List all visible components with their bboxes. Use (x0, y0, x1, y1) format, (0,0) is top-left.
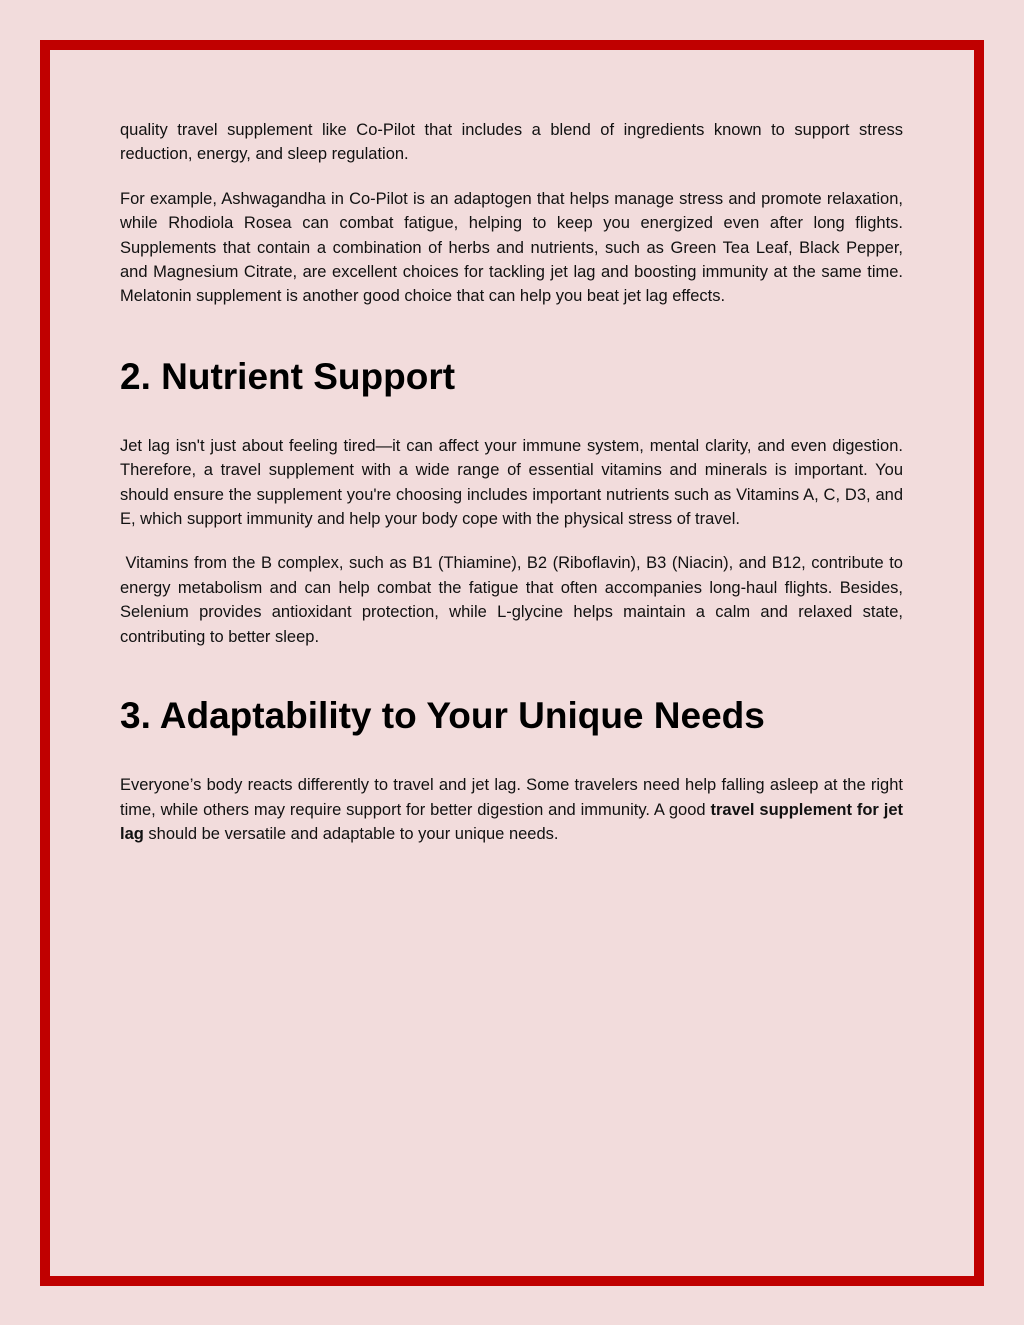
adaptability-paragraph (120, 773, 903, 846)
intro-paragraph-1: quality travel supplement like Co-Pilot that includes a blend of ingredients known to support stress reduction, energy, and sleep regulation. (120, 121, 903, 164)
nutrient-paragraph-2: Vitamins from the B complex, such as B1 (Thiamine), B2 (Riboflavin), B3 (Niacin), and B12, contribute to energy metabolism and can help combat the fatigue that often accompanies long-haul flights. Besides, Selenium provides antioxidant protection, while L-glycine helps maintain a calm and relaxed state, contributing to better sleep. (120, 554, 908, 646)
intro-paragraph-2: For example, Ashwagandha in Co-Pilot is an adaptogen that helps manage stress and promote relaxation, while Rhodiola Rosea can combat fatigue, helping to keep you energized even after long flights. Supplements that contain a combination of herbs and nutrients, such as Green Tea Leaf, Black Pepper, and Magnesium Citrate, are excellent choices for tackling jet lag and boosting immunity at the same time. Melatonin supplement is another good choice that can help you beat jet lag effects. (120, 189, 903, 306)
bold-term-travel-supplement: travel supplement for jet lag (120, 800, 903, 843)
section-heading-adaptability: 3. Adaptability to Your Unique Needs (120, 695, 765, 737)
adaptability-text-before: Everyone’s body reacts differently to travel and jet lag. Some travelers need help falling asleep at the right time, while others may require support for better digestion and immunity. A good (120, 776, 903, 819)
document-content (120, 118, 908, 866)
nutrient-paragraph-1: Jet lag isn't just about feeling tired—it can affect your immune system, mental clarity, and even digestion. Therefore, a travel supplement with a wide range of essential vitamins and minerals is important. You should ensure the supplement you're choosing includes important nutrients such as Vitamins A, C, D3, and E, which support immunity and help your body cope with the physical stress of travel. (120, 436, 903, 529)
adaptability-text-after: should be versatile and adaptable to your unique needs. (143, 824, 559, 843)
section-heading-nutrient-support: 2. Nutrient Support (120, 355, 456, 397)
